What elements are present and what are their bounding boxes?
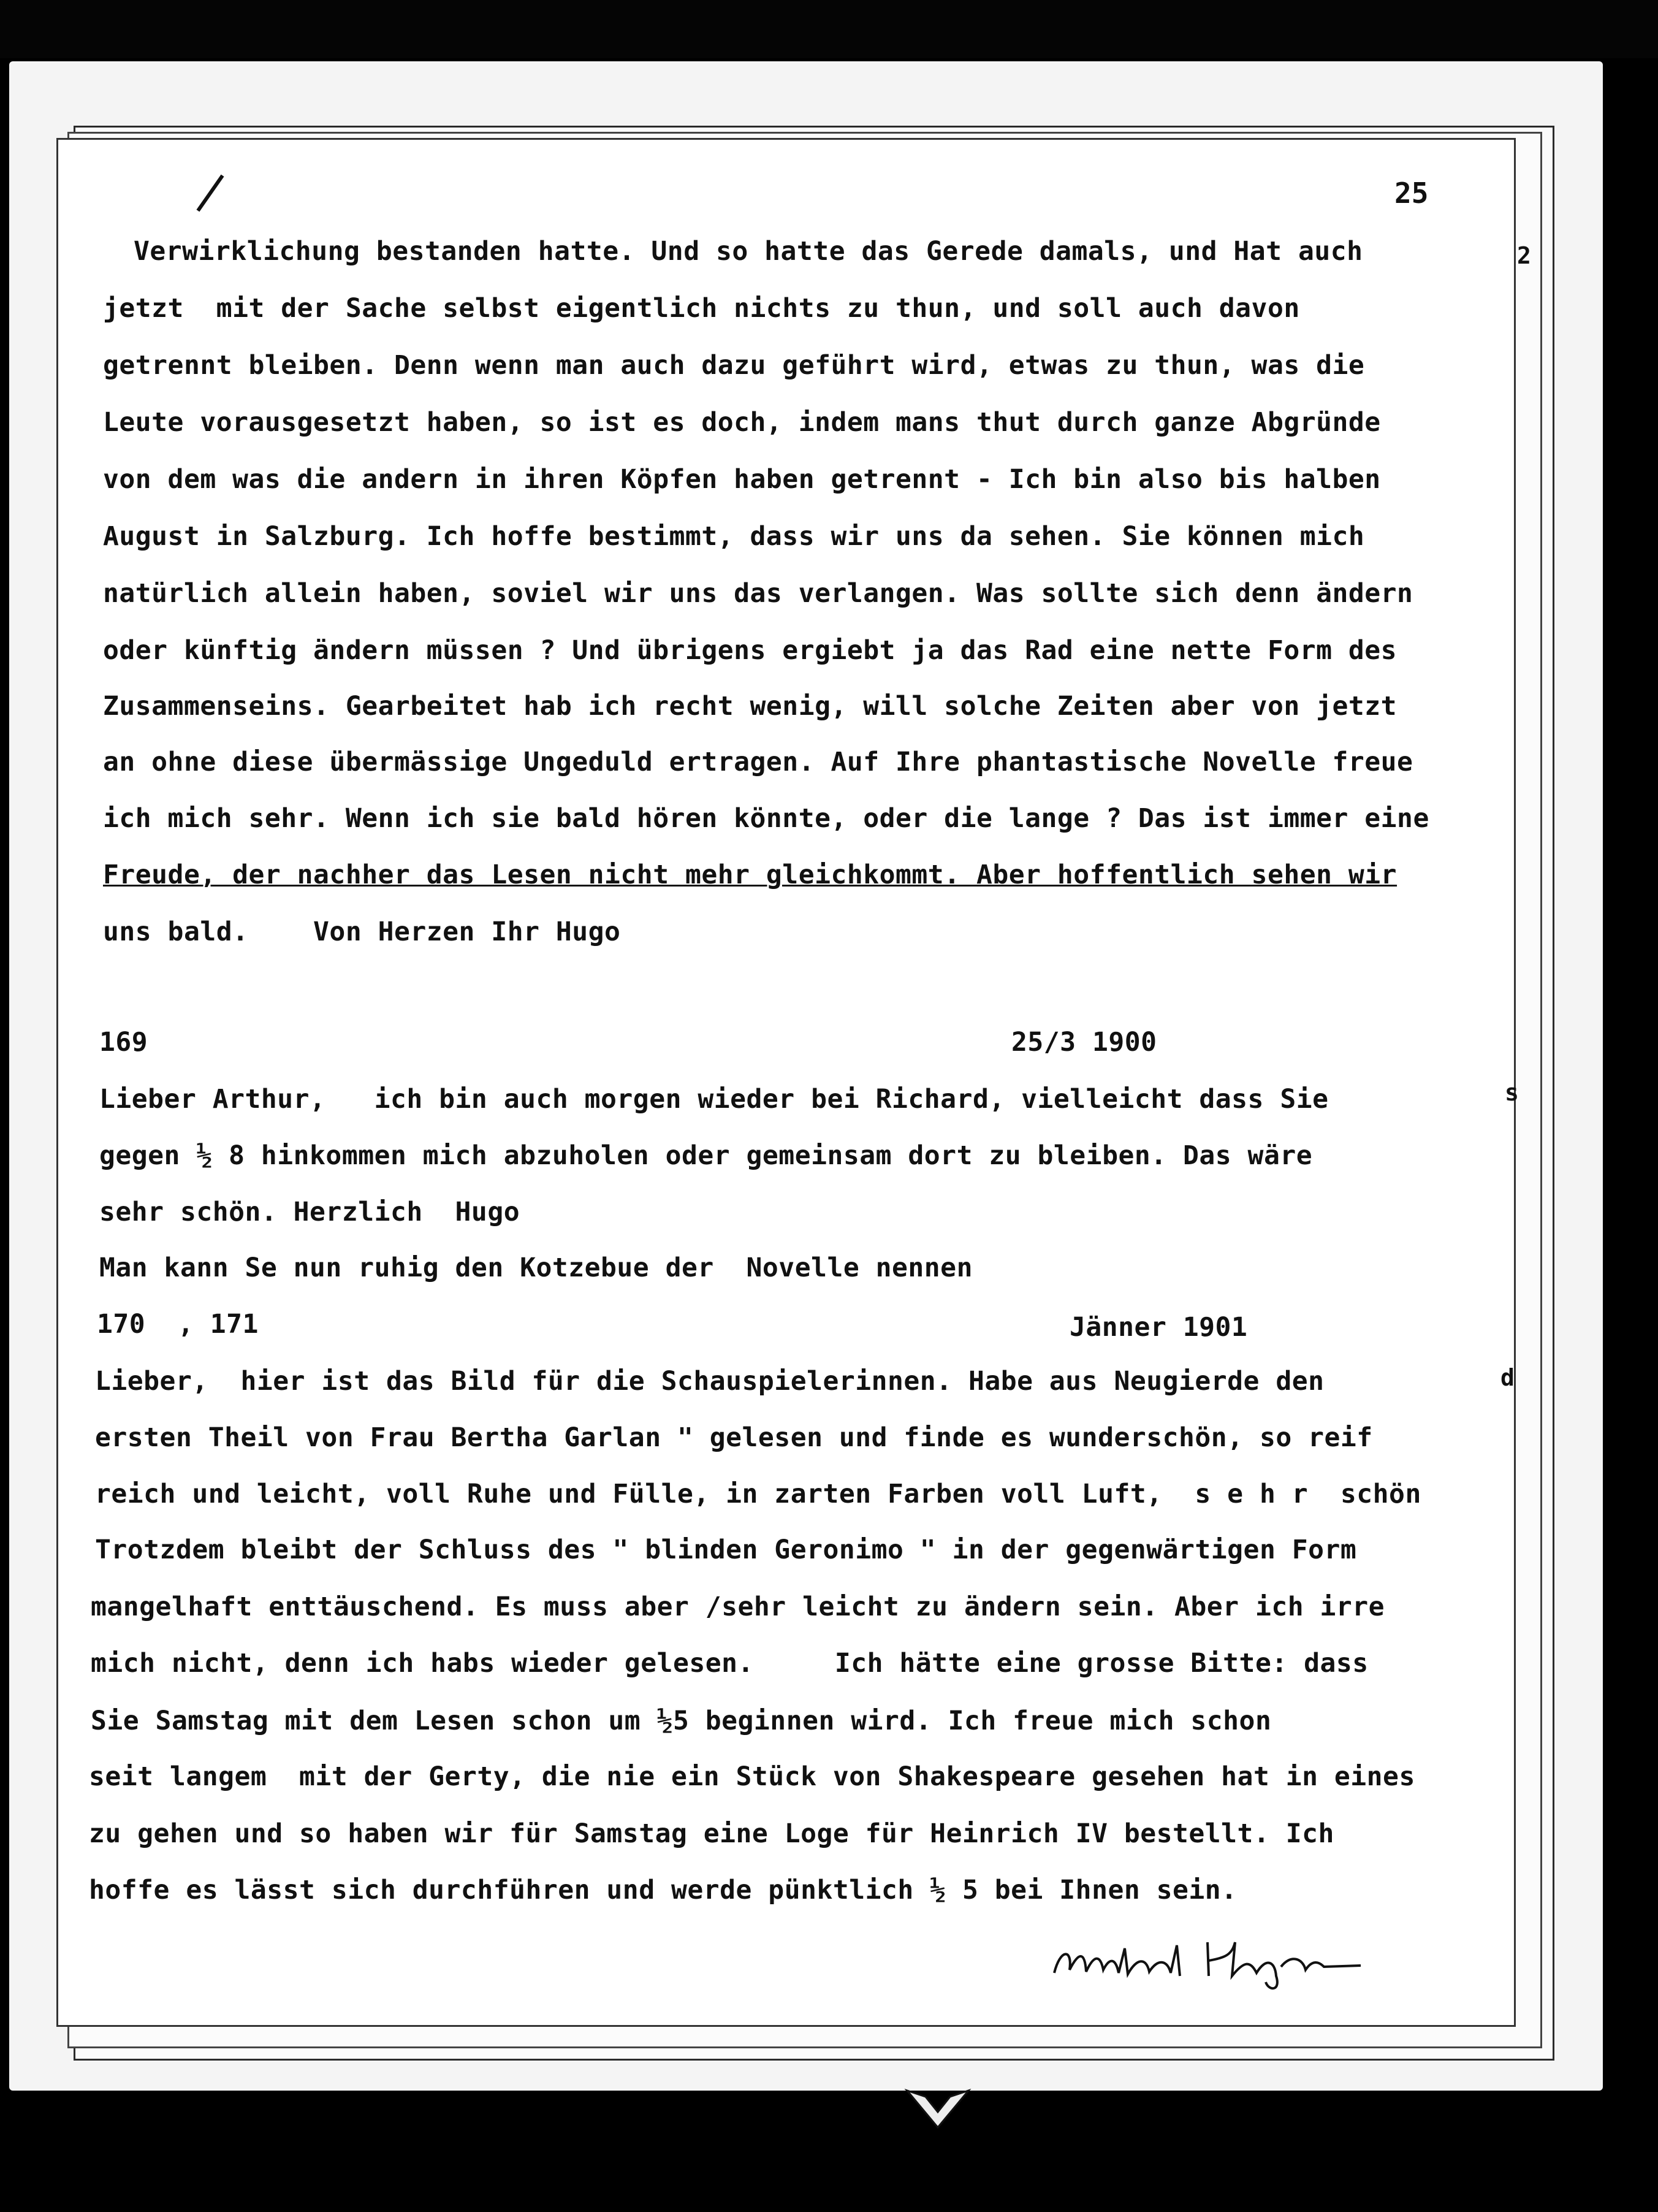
- text-line: uns bald. Von Herzen Ihr Hugo: [103, 917, 621, 947]
- text-line: Sie Samstag mit dem Lesen schon um ½5 beginnen wird. Ich freue mich schon: [91, 1706, 1272, 1736]
- text-line: an ohne diese übermässige Ungeduld ertragen. Auf Ihre phantastische Novelle freue: [103, 747, 1413, 777]
- text-line: jetzt mit der Sache selbst eigentlich nichts zu thun, und soll auch davon: [103, 293, 1300, 324]
- letter-number: 169: [99, 1027, 148, 1058]
- letter-date: Jänner 1901: [1070, 1312, 1248, 1343]
- text-line: Trotzdem bleibt der Schluss des " blinden Geronimo " in der gegenwärtigen Form: [95, 1535, 1357, 1565]
- margin-mark: d: [1500, 1364, 1515, 1391]
- letter-date: 25/3 1900: [1011, 1027, 1157, 1058]
- text-line: Verwirklichung bestanden hatte. Und so hatte das Gerede damals, und Hat auch: [134, 236, 1363, 267]
- text-line: hoffe es lässt sich durchführen und werde pünktlich ½ 5 bei Ihnen sein.: [89, 1875, 1238, 1905]
- text-line: Leute vorausgesetzt haben, so ist es doch, indem mans thut durch ganze Abgründe: [103, 407, 1381, 438]
- text-line: ich mich sehr. Wenn ich sie bald hören könnte, oder die lange ? Das ist immer eine: [103, 803, 1429, 834]
- text-line: Lieber Arthur, ich bin auch morgen wieder bei Richard, vielleicht dass Sie: [99, 1084, 1329, 1115]
- text-line: von dem was die andern in ihren Köpfen haben getrennt - Ich bin also bis halben: [103, 464, 1381, 495]
- handwritten-signature: [1048, 1924, 1367, 1991]
- binding-notch: [901, 2084, 975, 2134]
- text-line: reich und leicht, voll Ruhe und Fülle, in zarten Farben voll Luft, s e h r schön: [95, 1479, 1421, 1509]
- text-line: Lieber, hier ist das Bild für die Schauspielerinnen. Habe aus Neugierde den: [95, 1366, 1325, 1397]
- text-line: gegen ½ 8 hinkommen mich abzuholen oder gemeinsam dort zu bleiben. Das wäre: [99, 1140, 1313, 1171]
- scan-border-top: [0, 0, 1658, 58]
- text-line: Zusammenseins. Gearbeitet hab ich recht wenig, will solche Zeiten aber von jetzt: [103, 691, 1398, 722]
- text-line: Freude, der nachher das Lesen nicht mehr gleichkommt. Aber hoffentlich sehen wir: [103, 860, 1398, 890]
- text-line: getrennt bleiben. Denn wenn man auch dazu geführt wird, etwas zu thun, was die: [103, 350, 1365, 381]
- margin-mark: 2: [1517, 242, 1531, 269]
- text-line: oder künftig ändern müssen ? Und übrigens ergiebt ja das Rad eine nette Form des: [103, 635, 1398, 666]
- text-line: ersten Theil von Frau Bertha Garlan " gelesen und finde es wunderschön, so reif: [95, 1422, 1373, 1453]
- text-line: August in Salzburg. Ich hoffe bestimmt, dass wir uns da sehen. Sie können mich: [103, 521, 1365, 552]
- text-line: mangelhaft enttäuschend. Es muss aber /sehr leicht zu ändern sein. Aber ich irre: [91, 1592, 1385, 1622]
- text-line: sehr schön. Herzlich Hugo: [99, 1197, 520, 1227]
- margin-mark: s: [1505, 1079, 1519, 1106]
- text-line: Man kann Se nun ruhig den Kotzebue der Novelle nennen: [99, 1253, 973, 1283]
- text-line: zu gehen und so haben wir für Samstag eine Loge für Heinrich IV bestellt. Ich: [89, 1818, 1334, 1849]
- text-line: natürlich allein haben, soviel wir uns das verlangen. Was sollte sich denn ändern: [103, 578, 1413, 609]
- text-line: seit langem mit der Gerty, die nie ein Stück von Shakespeare gesehen hat in eines: [89, 1761, 1415, 1792]
- text-line: mich nicht, denn ich habs wieder gelesen. Ich hätte eine grosse Bitte: dass: [91, 1648, 1369, 1679]
- page-number: 25: [1394, 177, 1429, 210]
- letter-number: 170 , 171: [97, 1309, 259, 1340]
